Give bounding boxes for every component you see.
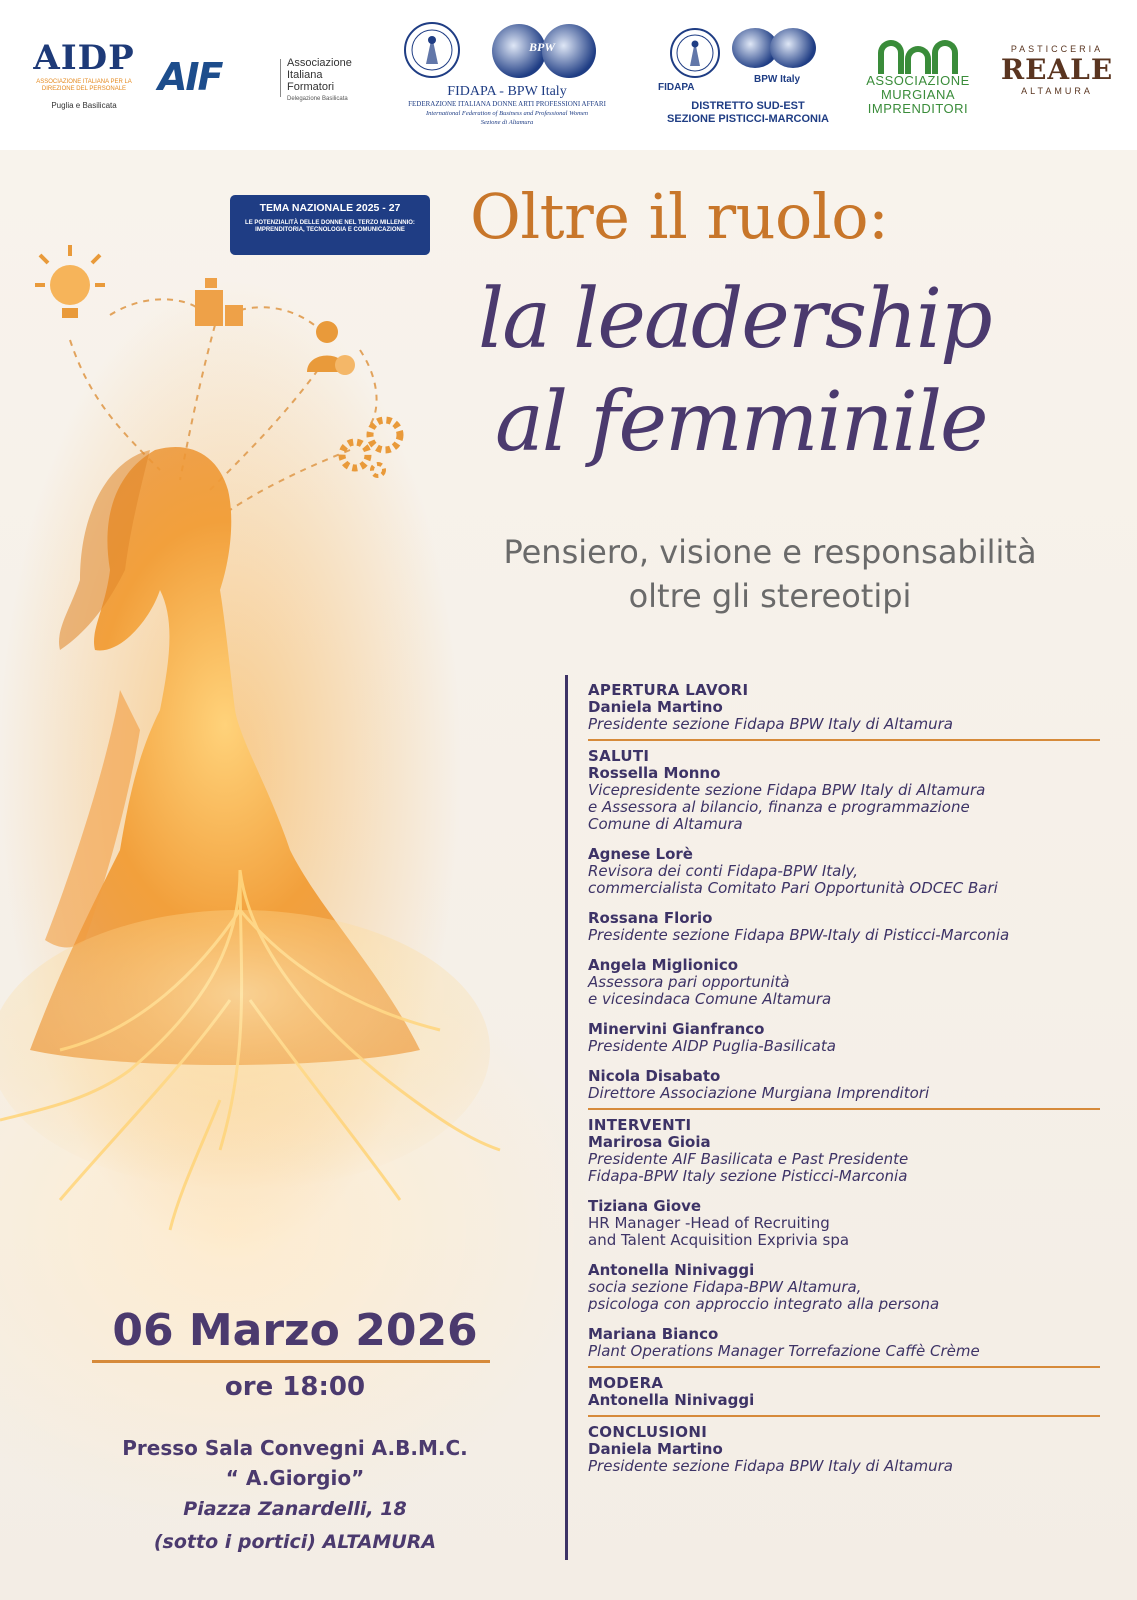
aif-logo-line1: Associazione — [287, 57, 352, 69]
speaker-name: Rossella Monno — [588, 764, 721, 782]
speaker-name: Mariana Bianco — [588, 1325, 719, 1343]
speaker-name: Nicola Disabato — [588, 1067, 721, 1085]
speaker-name: Antonella Ninivaggi — [588, 1261, 755, 1279]
venue-city: (sotto i portici) ALTAMURA — [153, 1531, 437, 1553]
speaker-role: e vicesindaca Comune Altamura — [588, 990, 832, 1008]
speaker-role: Presidente sezione Fidapa BPW-Italy di Pisticci-Marconia — [588, 926, 1010, 944]
distretto-label-fidapa: FIDAPA — [658, 82, 695, 93]
speaker-name: Antonella Ninivaggi — [588, 1391, 755, 1409]
speaker-name: Agnese Lorè — [588, 845, 693, 863]
speaker-role: Presidente sezione Fidapa BPW Italy di Altamura — [588, 715, 953, 733]
venue-line1: Presso Sala Convegni A.B.M.C. — [122, 1436, 468, 1460]
national-theme-badge — [230, 195, 430, 255]
shop-icon — [195, 278, 243, 326]
aif-logo-divider — [280, 59, 281, 97]
speaker-role: and Talent Acquisition Exprivia spa — [588, 1231, 850, 1249]
speaker-role: Presidente sezione Fidapa BPW Italy di Altamura — [588, 1457, 953, 1475]
bpw-label: BPW — [529, 40, 556, 54]
aif-logo-line2: Italiana — [287, 69, 323, 81]
aidp-logo-subtitle: ASSOCIAZIONE ITALIANA PER LA DIREZIONE DEL PERSONALE — [36, 79, 132, 92]
lightbulb-icon — [35, 245, 105, 318]
speaker-role: Assessora pari opportunità — [588, 973, 790, 991]
poster — [0, 150, 1137, 1600]
speaker-entry — [588, 957, 1100, 1008]
subtitle-line1: Pensiero, visione e responsabilità — [503, 533, 1037, 571]
speaker-entry — [588, 1068, 1100, 1102]
distretto-labels — [648, 74, 848, 96]
distretto-logo — [648, 24, 848, 126]
speaker-name: Daniela Martino — [588, 698, 723, 716]
fidapa-logo-section: Sezione di Altamura — [480, 119, 534, 126]
speaker-name: Marirosa Gioia — [588, 1133, 711, 1151]
subtitle-line2: oltre gli stereotipi — [628, 577, 912, 615]
program-apertura — [588, 682, 1100, 741]
speaker-role: Revisora dei conti Fidapa-BPW Italy, — [588, 862, 858, 880]
murgiana-line3: IMPRENDITORI — [867, 101, 969, 116]
distretto-line2: SEZIONE PISTICCI-MARCONIA — [667, 113, 829, 125]
speaker-role: Direttore Associazione Murgiana Imprenditori — [588, 1084, 930, 1102]
fidapa-seal-icon — [670, 28, 720, 78]
speaker-role: HR Manager -Head of Recruiting — [588, 1214, 830, 1232]
speaker-role: Presidente AIF Basilicata e Past Presidente — [588, 1150, 909, 1168]
aidp-logo-mark: AIDP — [33, 38, 135, 78]
speaker-role: commercialista Comitato Pari Opportunità ODCEC Bari — [588, 879, 998, 897]
speaker-role: Fidapa-BPW Italy sezione Pisticci-Marconia — [588, 1167, 908, 1185]
national-theme-title: TEMA NAZIONALE 2025 - 27 — [259, 202, 401, 214]
fidapa-emblems — [392, 20, 622, 84]
section-heading: SALUTI — [588, 747, 650, 765]
program-saluti — [588, 748, 1100, 1110]
aidp-logo — [28, 38, 140, 110]
murgiana-mark-icon — [862, 36, 974, 74]
distretto-label-bpw: BPW Italy — [754, 74, 801, 85]
distretto-emblems — [648, 24, 848, 82]
event-venue — [60, 1433, 530, 1559]
program-modera — [588, 1375, 1100, 1417]
fidapa-logo-federation: FEDERAZIONE ITALIANA DONNE ARTI PROFESSIONI AFFARI — [408, 100, 606, 108]
speaker-entry — [588, 910, 1100, 944]
gears-icon — [342, 420, 400, 476]
speaker-name: Angela Miglionico — [588, 956, 739, 974]
aif-logo — [158, 55, 378, 105]
aif-logo-sub: Delegazione Basilicata — [287, 96, 348, 102]
speaker-entry — [588, 1326, 1100, 1360]
sponsor-logo-bar — [0, 0, 1137, 150]
speaker-role: Comune di Altamura — [588, 815, 743, 833]
speaker-name: Rossana Florio — [588, 909, 713, 927]
murgiana-line1: ASSOCIAZIONE — [866, 73, 970, 88]
aif-logo-mark: AIF — [158, 55, 222, 99]
date-underline — [92, 1360, 490, 1363]
fidapa-seal-icon — [404, 22, 460, 78]
section-heading: MODERA — [588, 1374, 664, 1392]
speaker-name: Tiziana Giove — [588, 1197, 702, 1215]
speaker-role: Vicepresidente sezione Fidapa BPW Italy di Altamura — [588, 781, 986, 799]
fidapa-logo-name: FIDAPA - BPW Italy — [447, 84, 567, 99]
reale-top: PASTICCERIA — [1010, 44, 1104, 54]
section-heading: CONCLUSIONI — [588, 1423, 708, 1441]
reale-name: REALE — [1000, 53, 1114, 86]
distretto-line1: DISTRETTO SUD-EST — [691, 100, 805, 112]
woman-illustration — [0, 150, 560, 1250]
speaker-role: e Assessora al bilancio, finanza e programmazione — [588, 798, 970, 816]
reale-logo — [996, 44, 1118, 96]
murgiana-line2: MURGIANA — [880, 87, 956, 102]
speaker-role: psicologa con approccio integrato alla persona — [588, 1295, 940, 1313]
program-conclusioni — [588, 1424, 1100, 1481]
speaker-role: socia sezione Fidapa-BPW Altamura, — [588, 1278, 862, 1296]
murgiana-logo — [862, 36, 974, 116]
aidp-logo-region: Puglia e Basilicata — [51, 101, 117, 110]
title-line3: al femminile — [495, 375, 987, 470]
title-line2: la leadership — [478, 272, 991, 367]
speaker-entry — [588, 1198, 1100, 1249]
program-divider — [565, 675, 568, 1560]
program-interventi — [588, 1117, 1100, 1368]
speaker-entry — [588, 1021, 1100, 1055]
subtitle — [440, 530, 1100, 618]
speaker-name: Daniela Martino — [588, 1440, 723, 1458]
venue-line2: “ A.Giorgio” — [225, 1466, 365, 1490]
program — [588, 682, 1100, 1481]
speaker-name: Minervini Gianfranco — [588, 1020, 765, 1038]
title-line1: Oltre il ruolo: — [470, 180, 889, 253]
fidapa-logo — [392, 20, 622, 127]
user-dollar-icon — [307, 321, 355, 375]
section-heading: APERTURA LAVORI — [588, 681, 749, 699]
fidapa-logo-international: International Federation of Business and Professional Women — [425, 110, 588, 117]
section-heading: INTERVENTI — [588, 1116, 692, 1134]
event-time: ore 18:00 — [224, 1372, 366, 1402]
event-date: 06 Marzo 2026 — [112, 1305, 478, 1356]
speaker-entry — [588, 765, 1100, 833]
reale-bottom: ALTAMURA — [1021, 86, 1093, 96]
speaker-role: Presidente AIDP Puglia-Basilicata — [588, 1037, 836, 1055]
globe-icon — [770, 28, 816, 68]
speaker-entry — [588, 1134, 1100, 1185]
speaker-role: Plant Operations Manager Torrefazione Caffè Crème — [588, 1342, 980, 1360]
speaker-entry — [588, 1262, 1100, 1313]
aif-logo-line3: Formatori — [287, 81, 335, 93]
speaker-entry — [588, 846, 1100, 897]
aif-logo-text — [287, 57, 352, 105]
venue-address: Piazza Zanardelli, 18 — [183, 1498, 407, 1520]
national-theme-text: LE POTENZIALITÀ DELLE DONNE NEL TERZO MILLENNIO: IMPRENDITORIA, TECNOLOGIA E COMUNICAZIONE — [245, 220, 415, 233]
